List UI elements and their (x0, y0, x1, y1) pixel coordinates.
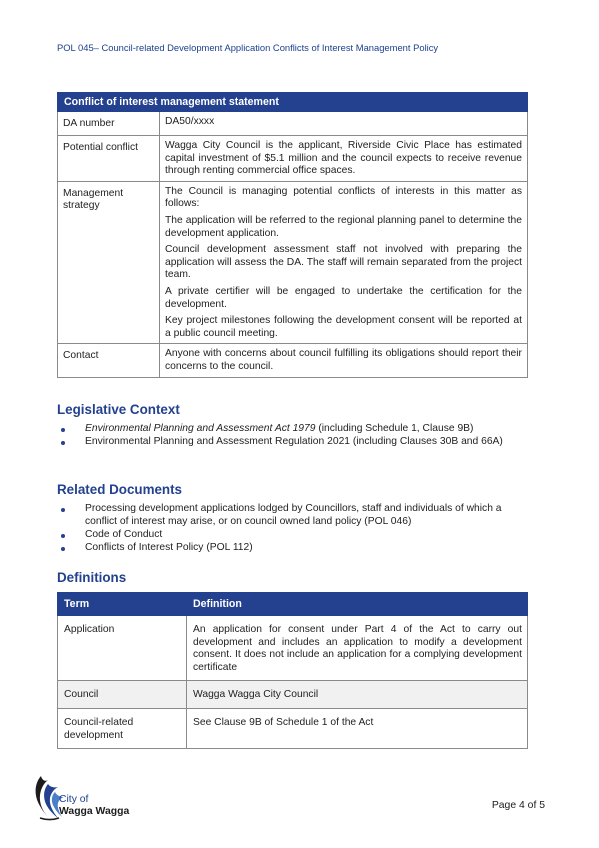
row-label: DA number (58, 112, 160, 136)
definition-cell: See Clause 9B of Schedule 1 of the Act (187, 708, 528, 748)
row-value: Wagga City Council is the applicant, Riverside Civic Place has estimated capital investment of $5.1 million and the council expects to receive revenue through renting commercial office spaces. (160, 136, 528, 182)
page-number: Page 4 of 5 (491, 800, 545, 811)
legislative-list (57, 423, 517, 449)
term-cell: Application (58, 616, 187, 681)
list-item: Code of Conduct (57, 529, 517, 542)
table-row (58, 344, 528, 377)
related-documents-list (57, 503, 517, 555)
definitions-heading: Definitions (57, 570, 127, 585)
table-row (58, 681, 528, 709)
row-value: Anyone with concerns about council fulfilling its obligations should report their concerns to the council. (160, 344, 528, 377)
legislative-context-heading: Legislative Context (57, 402, 180, 417)
list-item: Environmental Planning and Assessment Regulation 2021 (including Clauses 30B and 66A) (57, 436, 517, 449)
document-header: POL 045– Council-related Development Application Conflicts of Interest Management Policy (57, 42, 439, 53)
list-item: Processing development applications lodged by Councillors, staff and individuals of which a conflict of interest may arise, or on council owned land policy (POL 046) (57, 503, 517, 528)
related-documents-heading: Related Documents (57, 482, 183, 497)
list-item: Conflicts of Interest Policy (POL 112) (57, 542, 517, 555)
table-row (58, 112, 528, 136)
table-row (58, 708, 528, 748)
list-item: Environmental Planning and Assessment Act 1979 (including Schedule 1, Clause 9B) (57, 423, 517, 436)
row-value: The Council is managing potential conflicts of interests in this matter as follows: The application will be referred to the regional planning panel to determine the development application. Council development assessment staff not involved with preparing the application will assess the DA. The staff will remain separated from the project team. A private certifier will be engaged to undertake the certification for the development. Key project milestones following the development consent will be reported at a public council meeting. (160, 181, 528, 344)
row-label: Potential conflict (58, 136, 160, 182)
definitions-table (57, 592, 528, 749)
council-logo-text: City of Wagga Wagga (59, 794, 130, 818)
row-label: Contact (58, 344, 160, 377)
row-label: Management strategy (58, 181, 160, 344)
table-row (58, 136, 528, 182)
table-row (58, 181, 528, 344)
definition-cell: Wagga Wagga City Council (187, 681, 528, 709)
conflict-statement-heading: Conflict of interest management statement (58, 93, 528, 112)
column-header-definition: Definition (187, 593, 528, 616)
column-header-term: Term (58, 593, 187, 616)
definition-cell: An application for consent under Part 4 of the Act to carry out development and includes an application to modify a development consent. It does not include an application for a complying development certificate (187, 616, 528, 681)
term-cell: Council (58, 681, 187, 709)
table-row (58, 616, 528, 681)
row-value: DA50/xxxx (160, 112, 528, 136)
conflict-statement-table (57, 92, 528, 378)
term-cell: Council-related development (58, 708, 187, 748)
